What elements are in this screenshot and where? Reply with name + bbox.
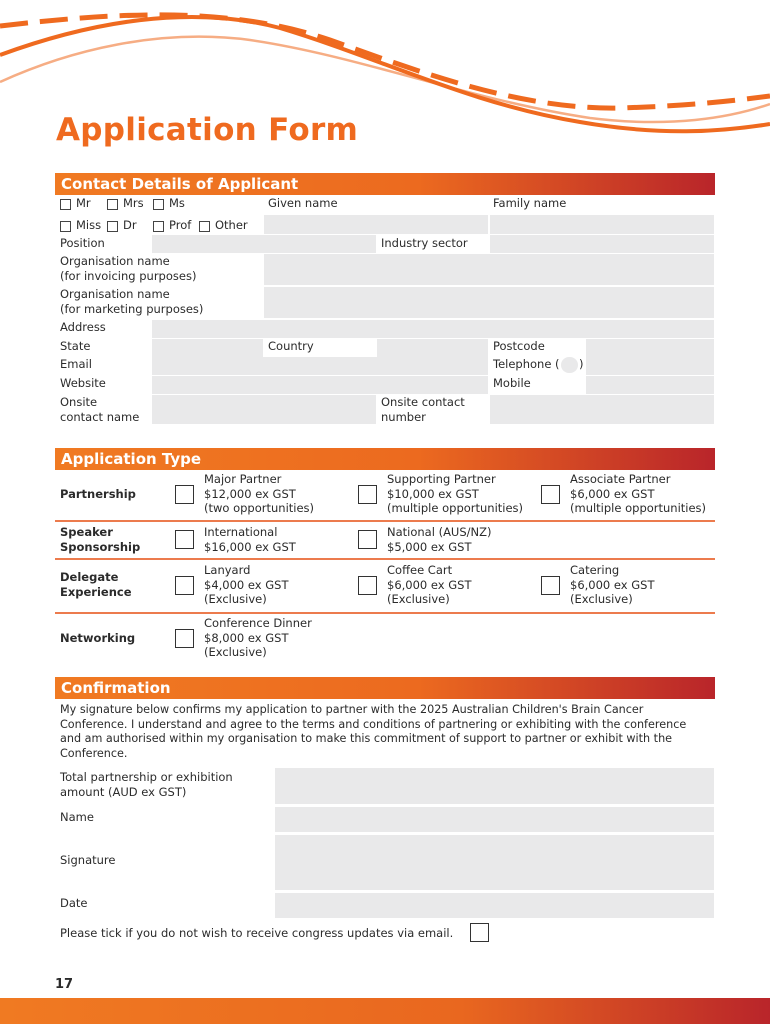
given-name-label: Given name [268,196,338,210]
page-number: 17 [55,977,74,992]
date-field[interactable] [275,893,714,918]
option-catering-text: Catering $6,000 ex GST (Exclusive) [570,563,655,606]
date-label: Date [60,896,88,910]
email-field[interactable] [152,357,488,375]
total-amount-field[interactable] [275,768,714,804]
telephone-label: Telephone ( [493,357,560,371]
option-major-partner-checkbox[interactable] [175,485,194,504]
position-field[interactable] [152,235,376,253]
org-marketing-label: Organisation name (for marketing purposes) [60,287,204,316]
org-marketing-field[interactable] [264,287,714,318]
telephone-close-paren: ) [579,357,584,371]
website-field[interactable] [152,376,488,394]
postcode-label: Postcode [493,339,545,353]
salutation-miss-label: Miss [76,218,102,232]
row-divider [55,558,715,560]
salutation-prof-checkbox[interactable] [153,221,164,232]
salutation-miss-checkbox[interactable] [60,221,71,232]
total-amount-label: Total partnership or exhibition amount (AUD ex GST) [60,770,233,799]
salutation-mr-checkbox[interactable] [60,199,71,210]
row-divider [55,612,715,614]
country-field[interactable] [377,339,488,357]
row-label-partnership: Partnership [60,487,136,501]
option-associate-partner-text: Associate Partner $6,000 ex GST (multiple opportunities) [570,472,707,515]
salutation-mr-label: Mr [76,196,91,210]
given-name-field[interactable] [264,215,488,234]
salutation-mrs-label: Mrs [123,196,144,210]
telephone-field[interactable] [586,357,714,375]
section-header-application-type: Application Type [55,448,715,470]
option-supporting-partner-text: Supporting Partner $10,000 ex GST (multiple opportunities) [387,472,524,515]
org-invoicing-label: Organisation name (for invoicing purposes) [60,254,197,283]
onsite-contact-name-field[interactable] [152,395,376,424]
industry-sector-label: Industry sector [381,236,468,250]
row-label-networking: Networking [60,631,136,645]
salutation-dr-checkbox[interactable] [107,221,118,232]
section-header-contact: Contact Details of Applicant [55,173,715,195]
name-label: Name [60,810,94,824]
confirmation-paragraph: My signature below confirms my application to partner with the 2025 Australian Children's Brain Cancer Conference. I understand and agree to the terms and conditions of partnering or exhibiting with the conference and am authorised within my organisation to make this commitment of support to partner or exhibit with the Conference. [60,703,687,760]
org-invoicing-field[interactable] [264,254,714,285]
signature-label: Signature [60,853,116,867]
option-catering-checkbox[interactable] [541,576,560,595]
option-coffee-cart-checkbox[interactable] [358,576,377,595]
option-coffee-cart-text: Coffee Cart $6,000 ex GST (Exclusive) [387,563,472,606]
option-conference-dinner-text: Conference Dinner $8,000 ex GST (Exclusive) [204,616,312,659]
option-national-checkbox[interactable] [358,530,377,549]
option-associate-partner-checkbox[interactable] [541,485,560,504]
option-lanyard-checkbox[interactable] [175,576,194,595]
email-label: Email [60,357,92,371]
state-field[interactable] [152,339,263,357]
name-field[interactable] [275,807,714,832]
salutation-dr-label: Dr [123,218,137,232]
option-international-checkbox[interactable] [175,530,194,549]
salutation-other-label: Other [215,218,248,232]
mobile-label: Mobile [493,376,531,390]
family-name-field[interactable] [490,215,714,234]
salutation-ms-checkbox[interactable] [153,199,164,210]
section-header-confirmation: Confirmation [55,677,715,699]
email-optout-label: Please tick if you do not wish to receive congress updates via email. [60,926,454,940]
page-title: Application Form [56,112,359,148]
option-national-text: National (AUS/NZ) $5,000 ex GST [387,525,492,554]
address-field[interactable] [152,320,714,338]
row-label-delegate-experience: Delegate Experience [60,570,132,599]
state-label: State [60,339,91,353]
salutation-mrs-checkbox[interactable] [107,199,118,210]
mobile-field[interactable] [586,376,714,394]
onsite-contact-name-label: Onsite contact name [60,395,140,424]
option-major-partner-text: Major Partner $12,000 ex GST (two opportunities) [204,472,315,515]
signature-field[interactable] [275,835,714,890]
option-lanyard-text: Lanyard $4,000 ex GST (Exclusive) [204,563,289,606]
position-label: Position [60,236,105,250]
postcode-field[interactable] [586,339,714,357]
salutation-ms-label: Ms [169,196,185,210]
row-divider [55,520,715,522]
industry-sector-field[interactable] [490,235,714,253]
option-supporting-partner-checkbox[interactable] [358,485,377,504]
onsite-contact-number-field[interactable] [490,395,714,424]
row-label-speaker-sponsorship: Speaker Sponsorship [60,525,141,554]
onsite-contact-number-label: Onsite contact number [381,395,465,424]
website-label: Website [60,376,106,390]
footer-bar [0,998,770,1024]
option-conference-dinner-checkbox[interactable] [175,629,194,648]
option-international-text: International $16,000 ex GST [204,525,296,554]
email-optout-checkbox[interactable] [470,923,489,942]
salutation-other-checkbox[interactable] [199,221,210,232]
address-label: Address [60,320,106,334]
country-label: Country [268,339,314,353]
salutation-prof-label: Prof [169,218,192,232]
telephone-area-code-field[interactable] [561,357,578,373]
family-name-label: Family name [493,196,567,210]
